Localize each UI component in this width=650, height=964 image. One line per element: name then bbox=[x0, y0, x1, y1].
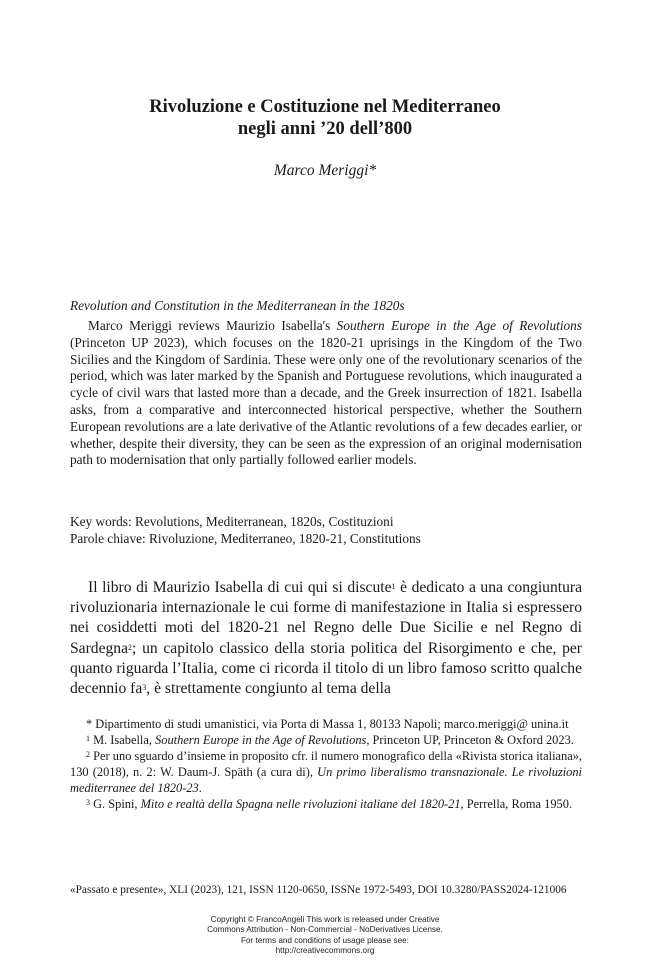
copyright-line-1: Copyright © FrancoAngeli This work is released under Creative bbox=[210, 915, 440, 924]
footnotes bbox=[70, 716, 582, 812]
body-text-1: Il libro di Maurizio Isabella di cui qui si discute bbox=[88, 579, 392, 596]
abstract-title: Revolution and Constitution in the Mediterranean in the 1820s bbox=[70, 298, 405, 313]
copyright-link[interactable]: http://creativecommons.org bbox=[275, 945, 375, 955]
author-name: Marco Meriggi* bbox=[273, 162, 377, 179]
footnote-affiliation: * Dipartimento di studi umanistici, via Porta di Massa 1, 80133 Napoli; marco.meriggi@ unina.it bbox=[86, 717, 569, 731]
body-text-4: , è strettamente congiunto al tema della bbox=[146, 680, 391, 698]
footnote-1 bbox=[70, 732, 582, 748]
abstract-text-rest: (Princeton UP 2023), which focuses on the 1820-21 uprisings in the Kingdom of the Two Sicilies and the Kingdom of Sardinia. These were only one of the revolutionary scenarios of the period, which was later marked by the Spanish and Portuguese revolutions, which inaugurated a cycle of civil wars that lasted more than a decade, and the Greek insurrection of 1821. Isabella asks, from a comparative and interconnected historical perspective, whether the Southern European revolutions are a late derivative of the Atlantic revolutions of a few decades earlier, or whether, despite their diversity, they can be seen as the expression of an original modernisation path to modernisation that only partially followed earlier models. bbox=[70, 334, 582, 468]
journal-citation: «Passato e presente», XLI (2023), 121, ISSN 1120-0650, ISSNe 1972-5493, DOI 10.3280/PASS2024-121006 bbox=[70, 884, 567, 896]
footnote-1-title: Southern Europe in the Age of Revolutions bbox=[155, 733, 367, 747]
footnote-2-mark: 2 bbox=[86, 750, 90, 759]
footnote-2-title: Un primo liberalismo transnazionale. Le rivoluzioni mediterranee del 1820-23 bbox=[70, 765, 582, 795]
keywords-italian: Parole chiave: Rivoluzione, Mediterraneo, 1820-21, Constitutions bbox=[70, 531, 421, 546]
article-title-line-2: negli anni ’20 dell’800 bbox=[237, 119, 413, 139]
footnote-3-text-a: G. Spini, bbox=[90, 797, 141, 811]
body-text-2: è dedicato a una congiuntura rivoluzionaria internazionale le cui forme di manifestazione in Italia si espressero nei cosiddetti moti del 1820-21 nel Regno delle Due Sicilie e nel Regno di Sardegna bbox=[70, 579, 582, 657]
footnote-ref-3[interactable]: 3 bbox=[142, 683, 147, 693]
footnote-3-title: Mito e realtà della Spagna nelle rivoluzioni italiane del 1820-21 bbox=[140, 797, 461, 811]
footnote-2-text-a: Per uno sguardo d’insieme in proposito cfr. il numero monografico della «Rivista storica italiana», 130 (2018), n. 2: W. Daum-J. Späth (a cura di), bbox=[70, 749, 582, 779]
body-text-3: ; un capitolo classico della storia politica del Risorgimento e che, per quanto riguarda l’Italia, come ci ricorda il titolo di un libro famoso scritto qualche decennio fa bbox=[70, 639, 582, 698]
body-paragraph bbox=[70, 578, 582, 699]
copyright-notice bbox=[0, 915, 650, 956]
copyright-line-3: For terms and conditions of usage please see: bbox=[241, 935, 409, 945]
abstract-book-title: Southern Europe in the Age of Revolutions bbox=[336, 318, 583, 333]
footnote-2-text-b: . bbox=[198, 781, 202, 795]
abstract-paragraph bbox=[70, 318, 582, 469]
footnote-1-text-b: , Princeton UP, Princeton & Oxford 2023. bbox=[366, 733, 574, 747]
footnote-3-mark: 3 bbox=[86, 798, 90, 807]
footnote-3 bbox=[70, 796, 582, 812]
keywords-english: Key words: Revolutions, Mediterranean, 1820s, Costituzioni bbox=[70, 514, 394, 529]
copyright-line-2: Commons Attribution - Non-Commercial - NoDerivatives License. bbox=[207, 925, 443, 935]
footnote-1-text-a: M. Isabella, bbox=[90, 733, 156, 747]
article-title-line-1: Rivoluzione e Costituzione nel Mediterraneo bbox=[149, 97, 501, 117]
footnote-ref-2[interactable]: 2 bbox=[128, 642, 133, 652]
footnote-1-mark: 1 bbox=[86, 734, 90, 743]
footnote-3-text-b: , Perrella, Roma 1950. bbox=[460, 797, 573, 811]
abstract-text-start: Marco Meriggi reviews Maurizio Isabella's bbox=[88, 318, 337, 333]
footnote-ref-1[interactable]: 1 bbox=[391, 582, 396, 591]
footnote-2 bbox=[70, 748, 582, 796]
